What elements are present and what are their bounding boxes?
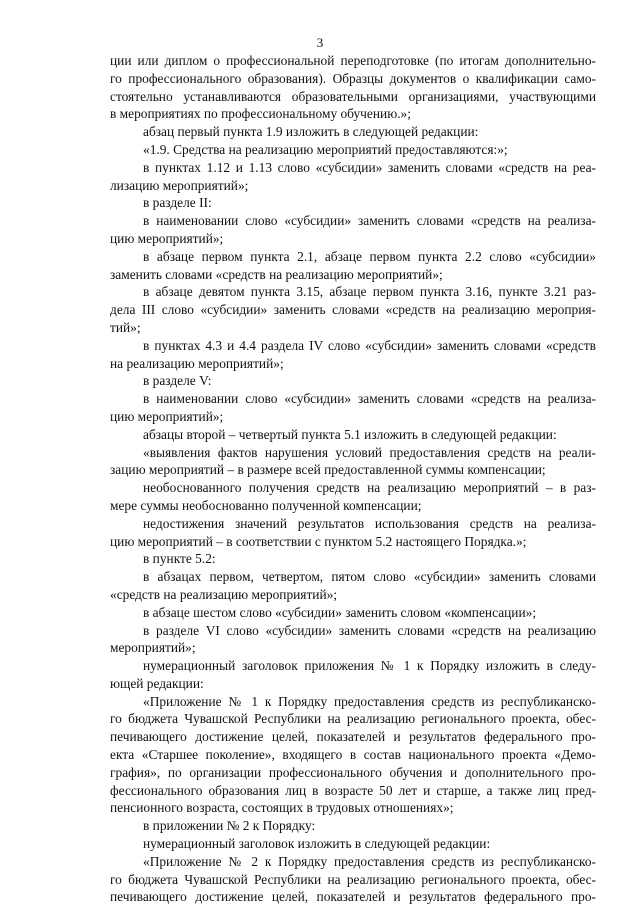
text-line: цию мероприятий – в соответствии с пунктом 5.2 настоящего Порядка.»; xyxy=(110,533,527,549)
text-line: «1.9. Средства на реализацию мероприятий предоставляются:»; xyxy=(143,141,508,157)
text-line: нумерационный заголовок приложения № 1 к Порядку изложить в следу- xyxy=(143,658,596,674)
text-line: в абзаце первом пункта 2.1, абзаце первом пункта 2.2 слово «субсидии» xyxy=(143,248,596,264)
text-line: абзацы второй – четвертый пункта 5.1 изложить в следующей редакции: xyxy=(143,426,557,442)
text-line: го бюджета Чувашской Республики на реализацию регионального проекта, обес- xyxy=(110,711,596,727)
text-line: в мероприятиях по профессиональному обучению.»; xyxy=(110,106,411,122)
text-line: в абзацах первом, четвертом, пятом слово «субсидии» заменить словами xyxy=(143,569,596,585)
text-line: в приложении № 2 к Порядку: xyxy=(143,818,316,834)
text-line: в наименовании слово «субсидии» заменить словами «средств на реализа- xyxy=(143,213,596,229)
text-line: абзац первый пункта 1.9 изложить в следующей редакции: xyxy=(143,124,479,140)
page-number: 3 xyxy=(316,35,324,50)
document-body xyxy=(110,52,596,906)
text-line: в абзаце девятом пункта 3.15, абзаце первом пункта 3.16, пункте 3.21 раз- xyxy=(143,284,596,300)
text-line: екта «Старшее поколение», входящего в состав национального проекта «Демо- xyxy=(110,747,596,763)
text-line: графия», по организации профессионального обучения и дополнительного про- xyxy=(110,764,596,780)
text-line: тий»; xyxy=(110,319,141,335)
text-line: го бюджета Чувашской Республики на реализацию регионального проекта, обес- xyxy=(110,871,596,887)
text-line: лизацию мероприятий»; xyxy=(110,177,249,193)
text-line: дела III слово «субсидии» заменить словами «средств на реализацию мероприя- xyxy=(110,302,596,318)
text-line: «Приложение № 1 к Порядку предоставления средств из республиканско- xyxy=(143,693,596,709)
text-line: «выявления фактов нарушения условий предоставления средств на реали- xyxy=(143,444,596,460)
text-line: стоятельно устанавливаются образовательными организациями, участвующими xyxy=(110,88,596,104)
text-line: нумерационный заголовок изложить в следующей редакции: xyxy=(143,836,491,852)
text-line: цию мероприятий»; xyxy=(110,408,224,424)
text-line: печивающего достижение целей, показателей и результатов федерального про- xyxy=(110,729,596,745)
text-line: в разделе V: xyxy=(143,373,212,389)
text-line: печивающего достижение целей, показателей и результатов федерального про- xyxy=(110,889,596,905)
text-line: в абзаце шестом слово «субсидии» заменить словом «компенсации»; xyxy=(143,604,537,620)
text-line: пенсионного возраста, состоящих в трудовых отношениях»; xyxy=(110,800,454,816)
text-line: в наименовании слово «субсидии» заменить словами «средств на реализа- xyxy=(143,391,596,407)
text-line: в пунктах 1.12 и 1.13 слово «субсидии» заменить словами «средств на реа- xyxy=(143,159,596,175)
text-line: мероприятий»; xyxy=(110,640,196,656)
text-line: мере суммы необоснованно полученной компенсации; xyxy=(110,497,422,513)
text-line: ющей редакции: xyxy=(110,675,204,691)
text-line: ции или диплом о профессиональной переподготовке (по итогам дополнительно- xyxy=(110,53,596,68)
text-line: го профессионального образования). Образцы документов о квалификации само- xyxy=(110,70,596,86)
text-line: в разделе VI слово «субсидии» заменить словами «средств на реализацию xyxy=(143,622,596,638)
text-line: «средств на реализацию мероприятий»; xyxy=(110,586,338,602)
text-line: «Приложение № 2 к Порядку предоставления средств из республиканско- xyxy=(143,853,596,869)
text-line: в пункте 5.2: xyxy=(143,551,216,567)
text-line: в пунктах 4.3 и 4.4 раздела IV слово «субсидии» заменить словами «средств xyxy=(143,337,596,353)
text-line: необоснованного получения средств на реализацию мероприятий – в раз- xyxy=(143,480,596,496)
text-line: заменить словами «средств на реализацию мероприятий»; xyxy=(110,266,443,282)
text-line: на реализацию мероприятий»; xyxy=(110,355,284,371)
text-line: недостижения значений результатов использования средств на реализа- xyxy=(143,515,596,531)
text-line: в разделе II: xyxy=(143,195,212,211)
text-line: фессионального образования лиц в возрасте 50 лет и старше, а также лиц пред- xyxy=(110,782,596,798)
text-line: зацию мероприятий – в размере всей предоставленной суммы компенсации; xyxy=(110,462,546,478)
text-line: цию мероприятий»; xyxy=(110,230,224,246)
